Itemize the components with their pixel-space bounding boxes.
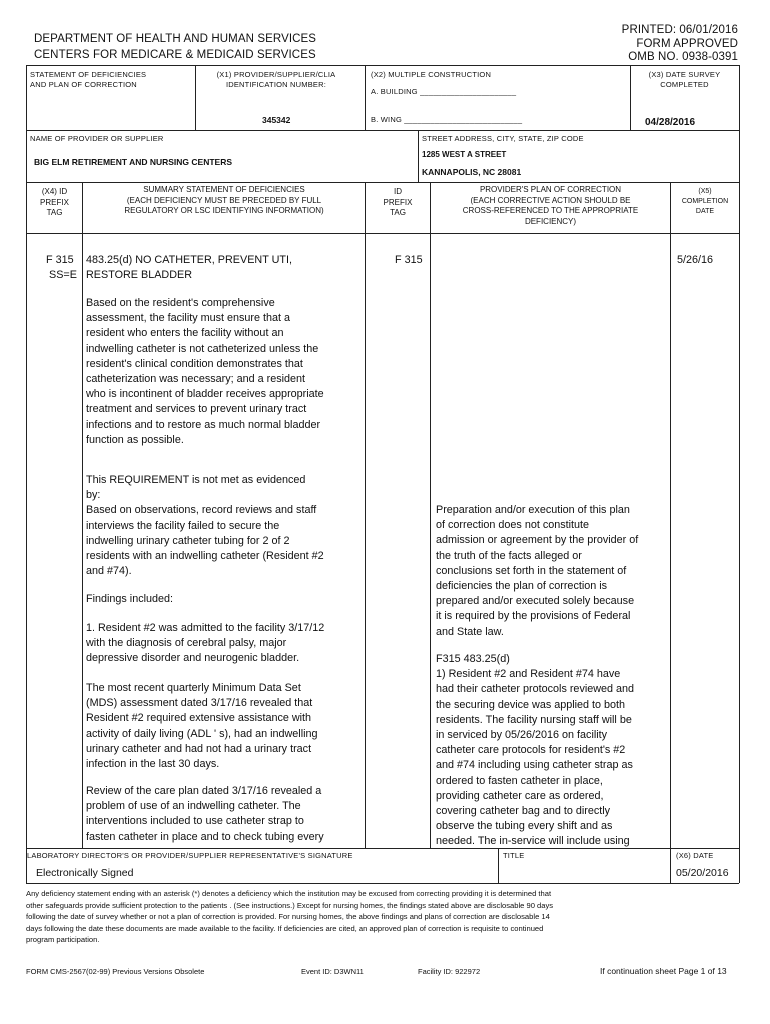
x4-header: (X4) ID PREFIX TAG (40, 187, 69, 217)
form-number: FORM CMS-2567(02-99) Previous Versions Obsolete (26, 967, 205, 976)
page-number: If continuation sheet Page 1 of 13 (600, 966, 727, 976)
tag-left: F 315 (46, 254, 74, 266)
resident-2-text: 1. Resident #2 was admitted to the facility 3/17/12 with the diagnosis of cerebral palsy, major depressive disorder and neurogenic bladder. (86, 622, 325, 665)
x6-date-label: (X6) DATE (676, 851, 714, 860)
statement-label: STATEMENT OF DEFICIENCIES AND PLAN OF CORRECTION (30, 70, 147, 89)
facility-id: Facility ID: 922972 (418, 967, 481, 976)
rule-6 (26, 883, 739, 884)
completion-date: 5/26/16 (677, 254, 714, 266)
omb-number: OMB NO. 0938-0391 (628, 51, 738, 63)
city-state-zip: KANNAPOLIS, NC 28081 (422, 167, 522, 177)
id-header: ID PREFIX TAG (383, 187, 413, 217)
street-address: 1285 WEST A STREET (422, 150, 507, 159)
wing-field: B. WING ___________________________ (371, 115, 523, 124)
rule-col1 (82, 182, 83, 848)
rule-4 (26, 233, 739, 234)
x3-value: 04/28/2016 (645, 117, 696, 128)
form-approved: FORM APPROVED (636, 38, 738, 50)
address-label: STREET ADDRESS, CITY, STATE, ZIP CODE (422, 134, 584, 143)
requirement-text: This REQUIREMENT is not met as evidenced by: Based on observations, record reviews and staff interviews the facility failed to secure the indwelling urinary catheter tubing for 2 of 2 residents with an indwelling catheter (Resident #2 and #74). (86, 474, 324, 578)
plan-correction: F315 483.25(d) 1) Resident #2 and Resident #74 have had their catheter protocols reviewed and the securing device was applied to both residents. The facility nursing staff will be in serviced by 05/26/2016 on facility catheter care protocols for resident's #2 and #74 including using catheter strap as ordered to fasten catheter in place, providing catheter care as ordered, covering catheter bag and to directly observe the tubing every shift and as needed. The in-service will include using (436, 653, 635, 848)
care-plan-text: Review of the care plan dated 3/17/16 revealed a problem of use of an indwelling catheter. The interventions included to use catheter strap to fasten catheter in place and to check tubing every (86, 785, 324, 843)
provider-name: BIG ELM RETIREMENT AND NURSING CENTERS (34, 157, 233, 167)
department-name: DEPARTMENT OF HEALTH AND HUMAN SERVICES (34, 33, 317, 45)
rule-sig2 (670, 848, 671, 883)
agency-name: CENTERS FOR MEDICARE & MEDICAID SERVICES (34, 49, 316, 61)
x1-label: (X1) PROVIDER/SUPPLIER/CLIA IDENTIFICATION NUMBER: (216, 70, 336, 89)
building-field: A. BUILDING ______________________ (371, 87, 517, 96)
tag-severity: SS=E (49, 269, 77, 281)
provider-label: NAME OF PROVIDER OR SUPPLIER (30, 134, 164, 143)
tag-right: F 315 (395, 254, 423, 266)
x3-label: (X3) DATE SURVEY COMPLETED (648, 70, 721, 89)
summary-header: SUMMARY STATEMENT OF DEFICIENCIES (EACH DEFICIENCY MUST BE PRECEDED BY FULL REGULATORY OR LSC IDENTIFYING INFORMATION) (124, 185, 324, 215)
title-label: TITLE (503, 851, 525, 860)
printed-date: PRINTED: 06/01/2016 (621, 24, 738, 36)
rule-col4 (670, 182, 671, 848)
signature-value: Electronically Signed (36, 867, 134, 879)
rule-sig1 (498, 848, 499, 883)
event-id: Event ID: D3WN11 (301, 967, 364, 976)
findings-label: Findings included: (86, 593, 174, 605)
rule-x3 (630, 65, 631, 130)
rule-right (739, 65, 740, 883)
plan-header: PROVIDER'S PLAN OF CORRECTION (EACH CORRECTIVE ACTION SHOULD BE CROSS-REFERENCED TO THE APPROPRIATE DEFICIENCY) (462, 185, 639, 226)
rule-top (26, 65, 739, 66)
x5-header: (X5) COMPLETION DATE (681, 188, 729, 215)
x6-date-value: 05/20/2016 (676, 867, 729, 879)
signature-label: LABORATORY DIRECTOR'S OR PROVIDER/SUPPLIER REPRESENTATIVE'S SIGNATURE (27, 851, 353, 860)
rule-x2 (365, 65, 366, 130)
rule-3 (26, 182, 739, 183)
rule-col3 (430, 182, 431, 848)
rule-2 (26, 130, 739, 131)
mds-text: The most recent quarterly Minimum Data Set (MDS) assessment dated 3/17/16 revealed that Resident #2 required extensive assistance with activity of daily living (ADL ' s), had an indwelling urinary catheter and had not had a urinary tract infection in the last 30 days. (86, 682, 318, 771)
x1-value: 345342 (262, 115, 291, 125)
regulation-text: Based on the resident's comprehensive assessment, the facility must ensure that a resident who enters the facility without an indwelling catheter is not catheterized unless the resident's clinical condition demonstrates that catheterization was necessary; and a resident who is incontinent of bladder receives appropriate treatment and services to prevent urinary tract infections and to restore as much normal bladder function as possible. (86, 297, 324, 446)
x2-label: (X2) MULTIPLE CONSTRUCTION (371, 70, 492, 79)
rule-col2 (365, 182, 366, 848)
plan-disclaimer: Preparation and/or execution of this plan of correction does not constitute admission or agreement by the provider of the truth of the facts alleged or conclusions set forth in the statement of deficiencies the plan of correction is prepared and/or executed solely because it is required by the provisions of Federal and State law. (436, 504, 639, 638)
regulation-title: 483.25(d) NO CATHETER, PREVENT UTI, RESTORE BLADDER (86, 254, 292, 282)
rule-address (418, 130, 419, 182)
disclaimer-text: Any deficiency statement ending with an asterisk (*) denotes a deficiency which the institution may be excused from correcting providing it is determined that other safeguards provide sufficient protection to the patients . (See instructions.) Except for nursing homes, the findings stated above are disclosable 90 days following the date of survey whether or not a plan of correction is provided. For nursing homes, the above findings and plans of correction are disclosable 14 days following the date these documents are made available to the facility. If deficiencies are cited, an approved plan of correction is requisite to continued program participation. (26, 889, 554, 945)
